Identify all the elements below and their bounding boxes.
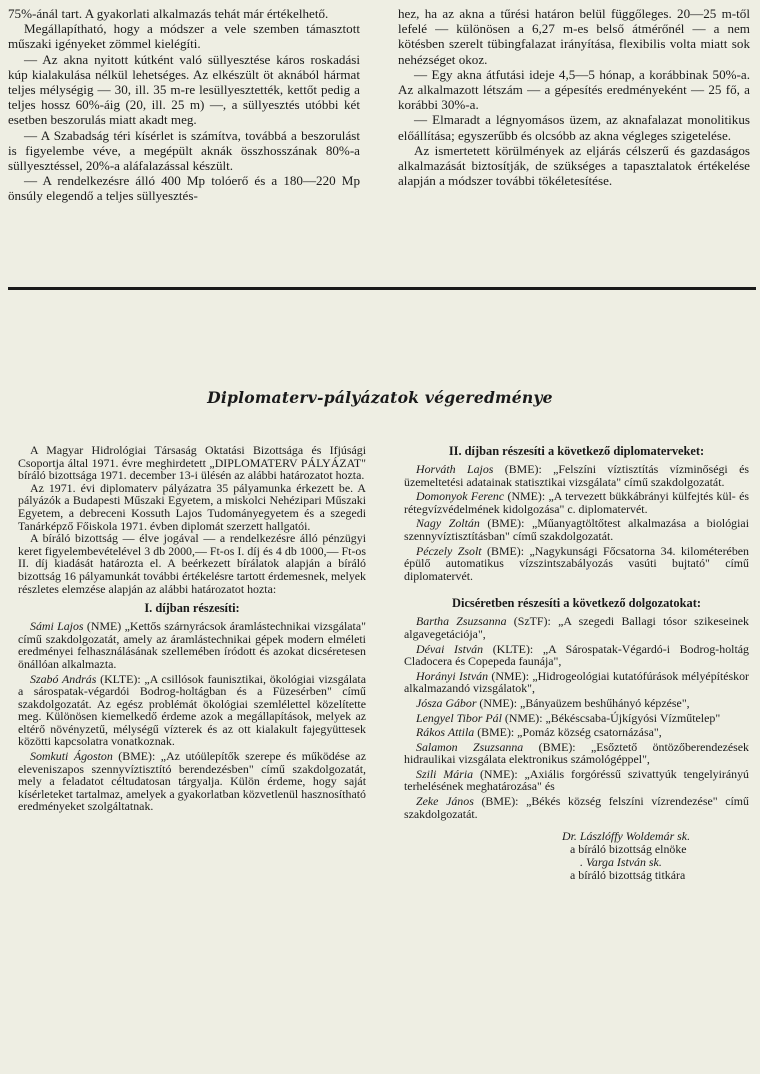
top-left-column: [8, 6, 360, 204]
praise-entry: [404, 795, 749, 820]
paragraph: — Elmaradt a légnyomásos üzem, az aknafalazat monolitikus előállítása; egyszerűbb és olcsóbb az akna végleges szigetelése.: [398, 112, 750, 143]
entry-text: (SzTF): „A szegedi Ballagi tósor szikeseinek algavegetációja",: [404, 614, 749, 641]
praise-entry: [404, 643, 749, 668]
praised-name: Salamon Zsuzsanna: [416, 739, 524, 754]
praised-name: Bartha Zsuzsanna: [416, 614, 507, 629]
intro-paragraph: A bíráló bizottság — élve jogával — a rendelkezésre álló pénzügyi keret figyelembevételével 3 db 2000,— Ft-os I. díj és 4 db 1000,— Ft-os II. díj kiadását határozta el. A beérkezett bírálatok alapján a bíráló bizottság 16 pályamunkát további értékelésre tartott érdemesnek, melyek részletes elemzése alapján az alábbi határozatot hozta:: [18, 531, 366, 596]
entry-text: (BME): „Pomáz község csatornázása",: [474, 725, 662, 740]
winner-name: Nagy Zoltán: [416, 516, 480, 531]
entry-text: (BME): „Békés község felszíni vízrendezése" című szakdolgozatát.: [404, 794, 749, 821]
praised-name: Zeke János: [416, 794, 474, 809]
winner-name: Péczely Zsolt: [416, 543, 482, 558]
award-entry: [404, 545, 749, 583]
prize1-heading: I. díjban részesíti:: [144, 601, 240, 616]
secretary-name: . Varga István sk.: [580, 855, 662, 870]
award-entry: [404, 517, 749, 542]
praise-entry: [404, 615, 749, 640]
paragraph: — Az akna nyitott kútként való süllyesztése káros roskadási kúp kialakulása nélkül lehetséges. Az elkészült öt aknából hármat teljes mélységig — 30, ill. 35 m-re lesüllyesztették, kettőt pedig a teljes hossz 60%-áig (20, ill. 25 m) —, a süllyesztés utóbbi két esetben beszorulás miatt akadt meg.: [8, 51, 360, 128]
intro-paragraph: A Magyar Hidrológiai Társaság Oktatási Bizottsága és Ifjúsági Csoportja által 1971. évre meghirdetett „DIPLOMATERV PÁLYÁZAT" bíráló bizottsága 1971. december 13-i ülésén az alábbi határozatot hozta.: [18, 443, 366, 483]
paragraph: Az ismertetett körülmények az eljárás célszerű és gazdaságos alkalmazását biztosítják, de szükséges a tapasztalatok értékelése alapján a módszer további tökéletesítése.: [398, 142, 750, 189]
entry-text: (BME): „Esőztető öntözőberendezések hidraulikai vizsgálata elektronikus számológéppel",: [404, 739, 750, 767]
praise-entry: [404, 712, 749, 725]
chair-role: a bíráló bizottság elnöke: [570, 842, 687, 857]
paragraph: Megállapítható, hogy a módszer a vele szemben támasztott műszaki igényeket zömmel kielégíti.: [8, 21, 360, 52]
winner-name: Horváth Lajos: [416, 462, 494, 476]
paragraph: — A rendelkezésre álló 400 Mp tolóerő és a 180—220 Mp önsúly elegendő a teljes süllyesztés-: [8, 173, 360, 204]
signature-block: [404, 830, 749, 882]
top-section: [0, 0, 760, 280]
praised-name: Dévai István: [416, 641, 484, 656]
paragraph: — A Szabadság téri kísérlet is számítva, továbbá a beszorulást is figyelembe véve, a megépült aknák összhosszának 80%-a süllyesztéssel, 20%-a aláfalazással készült.: [8, 127, 360, 174]
praise-heading: Dicséretben részesíti a következő dolgozatokat:: [452, 596, 701, 611]
praise-entry: [404, 741, 749, 766]
award-entry: [18, 750, 366, 813]
chair-name: Dr. Lászlóffy Woldemár sk.: [562, 829, 691, 844]
entry-text: (KLTE): „A Sárospatak-Végardó-i Bodrog-holtág Cladocera és Copepeda faunája",: [404, 641, 749, 669]
entry-text: (KLTE): „A csillósok faunisztikai, ökológiai vizsgálata a sárospatak-végardói Bodrog-holtágban és a Füzesérben" című szakdolgozatát. Az egész problémát ökológiai szemlélettel közelítette meg. Különösen kiemelkedő érdeme azok a megállapítások, melyek az eltérő növényzetű, mélységű vízterek és az ott kialakult fajegyüttesek közötti kapcsolatra vonatkoznak.: [18, 671, 366, 749]
bottom-right-column: [404, 444, 749, 882]
entry-text: (NME): „Békéscsaba-Újkígyósi Vízműtelep": [501, 710, 721, 725]
paragraph: hez, ha az akna a tűrési határon belül függőleges. 20—25 m-től lefelé — különösen a 6,27 m-es belső átmérőnél — a nem kötésben szerelt tübingfalazat irányítása, flexibilis volta miatt sok nehézséget okoz.: [398, 6, 750, 67]
section-divider: [8, 287, 756, 290]
praised-name: Horányi István: [416, 668, 489, 683]
winner-name: Szabó András: [30, 671, 97, 686]
award-entry: [18, 620, 366, 670]
award-entry: [404, 490, 749, 515]
winner-name: Somkuti Ágoston: [30, 749, 113, 764]
entry-text: (NME): „Hidrogeológiai kutatófúrások mélyépítéskor alkalmazandó vizsgálatok",: [404, 668, 750, 696]
secretary-role: a bíráló bizottság titkára: [570, 868, 686, 883]
entry-text: (BME): „Az utóülepítők szerepe és működése az eleveniszapos szennyvíztisztító berendezésben" című szakdolgozatát, mely a feladatot céltudatosan tárgyalja. Külön érdeme, hogy saját kísérleteket tartalmaz, amelyek a gyakorlatban közvetlenül hasznosítható eredményeket szolgáltatnak.: [18, 749, 366, 814]
praised-name: Lengyel Tibor Pál: [416, 710, 502, 725]
winner-name: Sámi Lajos: [30, 619, 84, 634]
award-entry: [404, 463, 749, 488]
entry-text: (BME): „Műanyagtöltőtest alkalmazása a biológiai szennyvíztisztításban" című szakdolgozatát.: [404, 516, 749, 543]
praised-name: Rákos Attila: [416, 725, 475, 740]
praised-name: Jósza Gábor: [416, 695, 477, 710]
entry-text: (NME): „Axiális forgóréssű szivattyúk tengelyirányú terhelésének meghatározása" és: [404, 766, 749, 794]
award-entry: [18, 673, 366, 749]
paragraph: 75%-ánál tart. A gyakorlati alkalmazás tehát már értékelhető.: [8, 6, 329, 21]
praised-name: Szili Mária: [416, 766, 474, 781]
bottom-left-column: [18, 444, 366, 813]
entry-text: (NME) „Kettős szárnyrácsok áramlástechnikai vizsgálata" című szakdolgozatát, amely az áramlástechnikai gépek modern elméleti eredményei felhasználásának szellemében íródott és azokat dicséretesen önállóan alkalmazta.: [18, 619, 366, 671]
praise-entry: [404, 726, 749, 739]
paragraph: — Egy akna átfutási ideje 4,5—5 hónap, a korábbinak 50%-a. Az alkalmazott létszám — a gépesítés eredményeként — 25 fő, a korábbi 30%-a.: [398, 66, 750, 113]
top-right-column: [398, 6, 750, 188]
winner-name: Domonyok Ferenc: [416, 489, 505, 504]
entry-text: (BME): „Felszíni víztisztítás vízminőségi és üzemeltetési adatainak statisztikai vizsgálata" című szakdolgozatát.: [404, 462, 749, 489]
praise-entry: [404, 768, 749, 793]
entry-text: (NME): „Bányaüzem beshűhányó képzése",: [476, 695, 690, 710]
entry-text: (BME): „Nagykunsági Főcsatorna 34. kilométerében épülő automatikus vízszintszabályozás vasúti bujtató" című diplomatervét.: [404, 543, 749, 583]
entry-text: (NME): „A tervezett bükkábrányi külfejtés kül- és rétegvízvédelmének kidolgozása" c. diplomatervét.: [404, 489, 749, 516]
praise-entry: [404, 697, 749, 710]
intro-paragraph: Az 1971. évi diplomaterv pályázatra 35 pályamunka érkezett be. A pályázók a Budapesti Műszaki Egyetem, a miskolci Nehézipari Műszaki Egyetem, a debreceni Kossuth Lajos Tudományegyetem és a szegedi Tanárképző Főiskola 1971. évben diplomát szerzett hallgatói.: [18, 480, 366, 533]
praise-entry: [404, 670, 749, 695]
article-title: Diplomaterv-pályázatok végeredménye: [207, 388, 553, 407]
prize2-heading: II. díjban részesíti a következő diplomaterveket:: [448, 444, 705, 458]
